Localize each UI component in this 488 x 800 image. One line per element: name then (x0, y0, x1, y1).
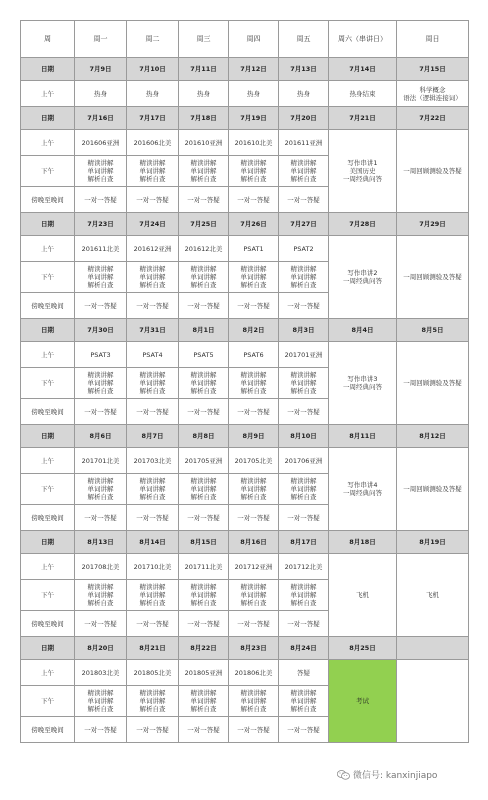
am-row (21, 236, 469, 262)
date-cell: 7月11日 (179, 58, 229, 81)
session-cell: 201612北美 (179, 236, 229, 262)
saturday-cell: 写作串讲3 一周经典问答 (329, 342, 397, 425)
date-row (21, 637, 469, 660)
date-cell: 8月25日 (329, 637, 397, 660)
session-cell: 一对一答疑 (279, 399, 329, 425)
watermark-text: 微信号: kanxinjiapo (353, 771, 438, 781)
date-cell: 7月22日 (397, 107, 469, 130)
header-cell: 周六（串讲日） (329, 21, 397, 58)
session-cell: 精读讲解 单词讲解 解析自查 (75, 686, 127, 717)
date-cell: 8月22日 (179, 637, 229, 660)
session-cell: 精读讲解 单词讲解 解析自查 (75, 368, 127, 399)
session-cell: 一对一答疑 (229, 611, 279, 637)
date-cell: 7月20日 (279, 107, 329, 130)
date-cell: 8月6日 (75, 425, 127, 448)
row-label: 傍晚至晚间 (21, 505, 75, 531)
date-row (21, 319, 469, 342)
session-cell: 一对一答疑 (179, 505, 229, 531)
session-cell: 精读讲解 单词讲解 解析自查 (229, 368, 279, 399)
session-cell: 精读讲解 单词讲解 解析自查 (279, 580, 329, 611)
session-cell: 答疑 (279, 660, 329, 686)
session-cell: 201708北美 (75, 554, 127, 580)
session-cell: 一对一答疑 (179, 293, 229, 319)
am-row (21, 554, 469, 580)
session-cell: 一对一答疑 (127, 717, 179, 743)
session-cell: 科学概念 语法（逻辑连接词） (397, 81, 469, 107)
date-cell: 7月18日 (179, 107, 229, 130)
am-row (21, 130, 469, 156)
session-cell: 一对一答疑 (229, 293, 279, 319)
session-cell: 201612亚洲 (127, 236, 179, 262)
date-cell: 8月17日 (279, 531, 329, 554)
row-label: 下午 (21, 580, 75, 611)
row-label: 下午 (21, 368, 75, 399)
session-cell: 201705亚洲 (179, 448, 229, 474)
date-cell: 8月23日 (229, 637, 279, 660)
date-cell: 7月23日 (75, 213, 127, 236)
header-cell: 周日 (397, 21, 469, 58)
session-cell: 精读讲解 单词讲解 解析自查 (279, 368, 329, 399)
session-cell: 一对一答疑 (127, 399, 179, 425)
row-label: 上午 (21, 342, 75, 368)
session-cell: PSAT6 (229, 342, 279, 368)
header-cell: 周三 (179, 21, 229, 58)
date-cell (397, 637, 469, 660)
sunday-cell: 飞机 (397, 554, 469, 637)
session-cell: 精读讲解 单词讲解 解析自查 (179, 474, 229, 505)
row-label: 日期 (21, 58, 75, 81)
blank-cell (397, 660, 469, 743)
session-cell: 一对一答疑 (75, 399, 127, 425)
date-cell: 8月24日 (279, 637, 329, 660)
header-row (21, 21, 469, 58)
date-row (21, 58, 469, 81)
session-cell: 精读讲解 单词讲解 解析自查 (127, 474, 179, 505)
session-cell: 精读讲解 单词讲解 解析自查 (127, 686, 179, 717)
row-label: 上午 (21, 81, 75, 107)
date-cell: 8月8日 (179, 425, 229, 448)
date-cell: 8月5日 (397, 319, 469, 342)
row-label: 傍晚至晚间 (21, 399, 75, 425)
session-cell: 一对一答疑 (127, 611, 179, 637)
session-cell: 201610亚洲 (179, 130, 229, 156)
date-cell: 7月10日 (127, 58, 179, 81)
session-cell: 热身 (75, 81, 127, 107)
date-cell: 7月26日 (229, 213, 279, 236)
row-label: 傍晚至晚间 (21, 293, 75, 319)
date-cell: 7月28日 (329, 213, 397, 236)
date-cell: 8月10日 (279, 425, 329, 448)
date-cell: 7月27日 (279, 213, 329, 236)
header-cell: 周四 (229, 21, 279, 58)
schedule-table (20, 20, 469, 743)
session-cell: 一对一答疑 (179, 399, 229, 425)
date-cell: 8月3日 (279, 319, 329, 342)
header-cell: 周二 (127, 21, 179, 58)
session-cell: 精读讲解 单词讲解 解析自查 (75, 156, 127, 187)
date-cell: 8月2日 (229, 319, 279, 342)
session-cell: 一对一答疑 (179, 611, 229, 637)
session-cell: 热身 (229, 81, 279, 107)
session-cell: 201701北美 (75, 448, 127, 474)
date-row (21, 531, 469, 554)
header-cell: 周 (21, 21, 75, 58)
session-cell: 一对一答疑 (179, 187, 229, 213)
date-cell: 8月1日 (179, 319, 229, 342)
session-cell: 一对一答疑 (75, 611, 127, 637)
am-row (21, 342, 469, 368)
session-cell: 精读讲解 单词讲解 解析自查 (229, 474, 279, 505)
session-cell: 精读讲解 单词讲解 解析自查 (127, 580, 179, 611)
row-label: 下午 (21, 156, 75, 187)
row-label: 日期 (21, 637, 75, 660)
session-cell: 精读讲解 单词讲解 解析自查 (179, 156, 229, 187)
session-cell: PSAT1 (229, 236, 279, 262)
date-cell: 7月12日 (229, 58, 279, 81)
session-cell: 一对一答疑 (75, 293, 127, 319)
session-cell: 201705北美 (229, 448, 279, 474)
date-cell: 7月16日 (75, 107, 127, 130)
saturday-cell: 写作串讲2 一周经典问答 (329, 236, 397, 319)
date-cell: 8月4日 (329, 319, 397, 342)
row-label: 下午 (21, 474, 75, 505)
date-cell: 8月13日 (75, 531, 127, 554)
row-label: 上午 (21, 448, 75, 474)
date-cell: 8月15日 (179, 531, 229, 554)
session-cell: PSAT4 (127, 342, 179, 368)
session-cell: 精读讲解 单词讲解 解析自查 (75, 474, 127, 505)
session-cell: 精读讲解 单词讲解 解析自查 (279, 156, 329, 187)
row-label: 上午 (21, 660, 75, 686)
date-cell: 8月14日 (127, 531, 179, 554)
session-cell: 热身结束 (329, 81, 397, 107)
date-cell: 7月17日 (127, 107, 179, 130)
session-cell: 精读讲解 单词讲解 解析自查 (127, 156, 179, 187)
date-cell: 7月25日 (179, 213, 229, 236)
row-label: 下午 (21, 686, 75, 717)
saturday-cell: 写作串讲4 一周经典问答 (329, 448, 397, 531)
row-label: 傍晚至晚间 (21, 611, 75, 637)
session-cell: 201711北美 (179, 554, 229, 580)
row-label: 上午 (21, 130, 75, 156)
session-cell: 201710北美 (127, 554, 179, 580)
session-cell: 一对一答疑 (279, 611, 329, 637)
date-cell: 7月30日 (75, 319, 127, 342)
session-cell: 精读讲解 单词讲解 解析自查 (229, 262, 279, 293)
session-cell: 热身 (279, 81, 329, 107)
saturday-cell: 写作串讲1 美国历史 一周经典问答 (329, 130, 397, 213)
session-cell: 精读讲解 单词讲解 解析自查 (179, 580, 229, 611)
date-cell: 8月11日 (329, 425, 397, 448)
session-cell: 201701亚洲 (279, 342, 329, 368)
session-cell: 一对一答疑 (279, 717, 329, 743)
session-cell: PSAT5 (179, 342, 229, 368)
session-cell: 一对一答疑 (127, 505, 179, 531)
date-row (21, 107, 469, 130)
row-label: 上午 (21, 236, 75, 262)
date-row (21, 213, 469, 236)
date-row (21, 425, 469, 448)
date-cell: 7月9日 (75, 58, 127, 81)
session-cell: PSAT2 (279, 236, 329, 262)
session-cell: 201805亚洲 (179, 660, 229, 686)
row-label: 傍晚至晚间 (21, 717, 75, 743)
session-cell: 热身 (127, 81, 179, 107)
date-cell: 7月15日 (397, 58, 469, 81)
row-label: 日期 (21, 319, 75, 342)
wechat-icon (337, 770, 350, 780)
session-cell: 201606亚洲 (75, 130, 127, 156)
header-cell: 周一 (75, 21, 127, 58)
row-label: 日期 (21, 107, 75, 130)
row-label: 上午 (21, 554, 75, 580)
session-cell: 201712亚洲 (229, 554, 279, 580)
date-cell: 7月19日 (229, 107, 279, 130)
sunday-cell: 一周回顾测验及答疑 (397, 130, 469, 213)
session-cell: 精读讲解 单词讲解 解析自查 (229, 686, 279, 717)
sunday-cell: 一周回顾测验及答疑 (397, 342, 469, 425)
session-cell: 精读讲解 单词讲解 解析自查 (179, 686, 229, 717)
date-cell: 7月21日 (329, 107, 397, 130)
session-cell: 201805北美 (127, 660, 179, 686)
date-cell: 7月13日 (279, 58, 329, 81)
session-cell: 201806北美 (229, 660, 279, 686)
session-cell: 一对一答疑 (229, 717, 279, 743)
session-cell: 精读讲解 单词讲解 解析自查 (75, 580, 127, 611)
session-cell: 精读讲解 单词讲解 解析自查 (127, 262, 179, 293)
session-cell: 201611北美 (75, 236, 127, 262)
session-cell: 精读讲解 单词讲解 解析自查 (229, 156, 279, 187)
session-cell: 精读讲解 单词讲解 解析自查 (279, 262, 329, 293)
exam-cell: 考试 (329, 660, 397, 743)
am-row (21, 660, 469, 686)
date-cell: 8月18日 (329, 531, 397, 554)
date-cell: 8月9日 (229, 425, 279, 448)
session-cell: 热身 (179, 81, 229, 107)
session-cell: 一对一答疑 (229, 187, 279, 213)
header-cell: 周五 (279, 21, 329, 58)
row-label: 日期 (21, 213, 75, 236)
date-cell: 8月16日 (229, 531, 279, 554)
session-cell: 精读讲解 单词讲解 解析自查 (179, 368, 229, 399)
session-cell: 一对一答疑 (75, 505, 127, 531)
session-cell: 201606北美 (127, 130, 179, 156)
am-row (21, 81, 469, 107)
session-cell: 一对一答疑 (229, 505, 279, 531)
session-cell: 一对一答疑 (279, 505, 329, 531)
date-cell: 8月20日 (75, 637, 127, 660)
row-label: 日期 (21, 425, 75, 448)
date-cell: 7月14日 (329, 58, 397, 81)
session-cell: 201610北美 (229, 130, 279, 156)
saturday-cell: 飞机 (329, 554, 397, 637)
date-cell: 8月12日 (397, 425, 469, 448)
session-cell: 精读讲解 单词讲解 解析自查 (75, 262, 127, 293)
session-cell: 精读讲解 单词讲解 解析自查 (179, 262, 229, 293)
session-cell: 201611亚洲 (279, 130, 329, 156)
sunday-cell: 一周回顾测验及答疑 (397, 236, 469, 319)
date-cell: 7月31日 (127, 319, 179, 342)
session-cell: 一对一答疑 (229, 399, 279, 425)
session-cell: 一对一答疑 (127, 293, 179, 319)
date-cell: 7月24日 (127, 213, 179, 236)
sunday-cell: 一周回顾测验及答疑 (397, 448, 469, 531)
date-cell: 8月7日 (127, 425, 179, 448)
session-cell: 一对一答疑 (279, 293, 329, 319)
session-cell: 精读讲解 单词讲解 解析自查 (229, 580, 279, 611)
date-cell: 8月19日 (397, 531, 469, 554)
row-label: 下午 (21, 262, 75, 293)
session-cell: PSAT3 (75, 342, 127, 368)
session-cell: 精读讲解 单词讲解 解析自查 (279, 686, 329, 717)
session-cell: 一对一答疑 (179, 717, 229, 743)
session-cell: 一对一答疑 (279, 187, 329, 213)
row-label: 傍晚至晚间 (21, 187, 75, 213)
session-cell: 201706亚洲 (279, 448, 329, 474)
session-cell: 一对一答疑 (75, 717, 127, 743)
session-cell: 一对一答疑 (75, 187, 127, 213)
watermark (337, 768, 437, 781)
session-cell: 精读讲解 单词讲解 解析自查 (279, 474, 329, 505)
session-cell: 一对一答疑 (127, 187, 179, 213)
date-cell: 7月29日 (397, 213, 469, 236)
am-row (21, 448, 469, 474)
session-cell: 精读讲解 单词讲解 解析自查 (127, 368, 179, 399)
session-cell: 201703北美 (127, 448, 179, 474)
session-cell: 201712北美 (279, 554, 329, 580)
session-cell: 201803北美 (75, 660, 127, 686)
row-label: 日期 (21, 531, 75, 554)
date-cell: 8月21日 (127, 637, 179, 660)
